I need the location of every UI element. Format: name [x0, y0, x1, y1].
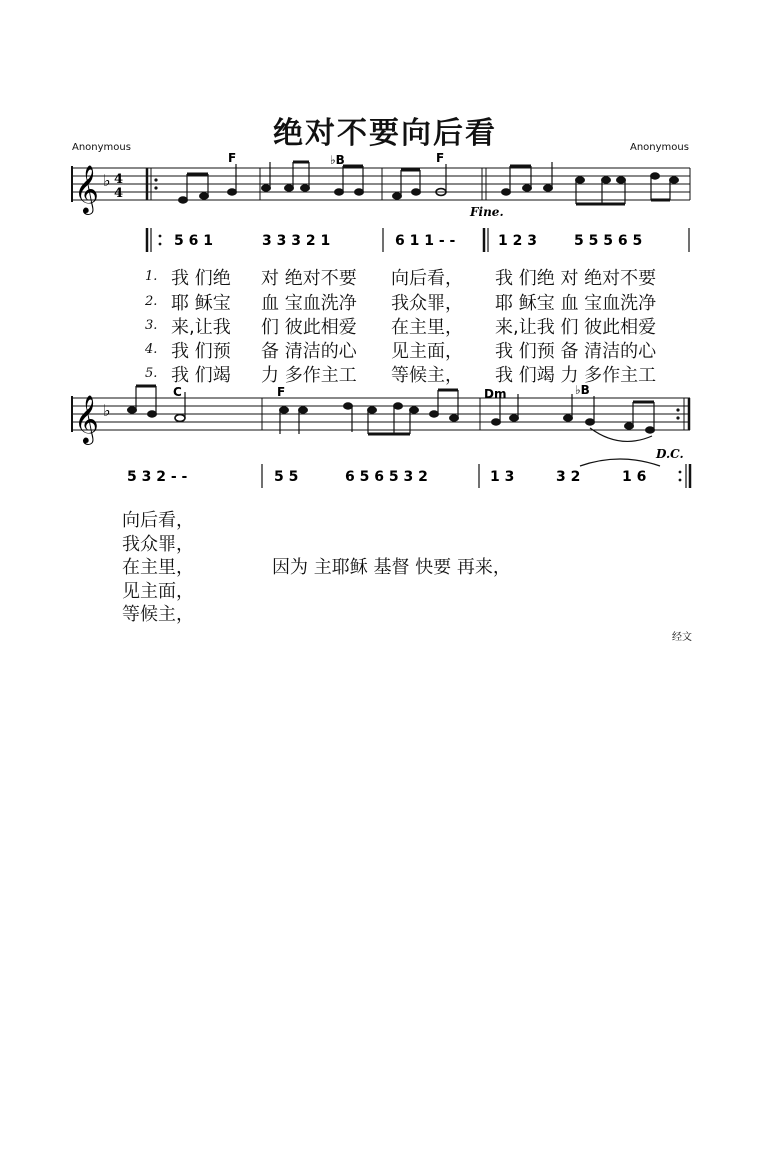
staff-1 — [72, 166, 690, 202]
chord-dm: Dm — [484, 387, 507, 401]
jianpu-m9: 1 3 — [490, 469, 515, 485]
verse-number: 4. — [145, 342, 158, 357]
chord-f-2: F — [436, 151, 445, 165]
chord-f-3: F — [277, 385, 286, 399]
tail-lyric-5: 等候主， — [122, 604, 194, 625]
verse-5 — [145, 361, 657, 386]
jianpu-m10: 3 2 — [556, 469, 581, 485]
verse-3 — [145, 313, 657, 338]
verse-seg-b: 血 宝血洗净 — [261, 293, 357, 314]
verse-seg-a: 耶 稣宝 — [171, 293, 231, 314]
jianpu-m8: 6 5 6 5 3 2 — [345, 469, 428, 485]
staff-2 — [72, 396, 690, 432]
jianpu-m6: 5 3 2 - - — [127, 469, 188, 485]
jianpu-m7: 5 5 — [274, 469, 299, 485]
time-signature-top: 4 — [114, 172, 124, 187]
tail-lyric-4: 见主面， — [122, 581, 194, 602]
verse-4 — [145, 337, 657, 362]
verse-number: 3. — [145, 318, 158, 333]
verse-seg-d: 耶 稣宝 血 宝血洗净 — [495, 293, 657, 314]
lyricist-credit: Anonymous — [630, 142, 689, 153]
verse-seg-d: 我 们绝 对 绝对不要 — [495, 268, 657, 289]
jianpu-m4: 1 2 3 — [498, 233, 537, 249]
verse-seg-d: 我 们预 备 清洁的心 — [495, 341, 657, 362]
treble-clef-icon-2: 𝄞 — [74, 394, 99, 443]
jianpu-m3: 6 1 1 - - — [395, 233, 456, 249]
chord-f-1: F — [228, 151, 237, 165]
verse-seg-b: 们 彼此相爱 — [261, 317, 357, 338]
notes-line-1 — [179, 173, 679, 203]
composer-credit: Anonymous — [72, 142, 131, 153]
dc-mark: D.C. — [656, 447, 684, 461]
verse-seg-c: 见主面， — [391, 341, 463, 362]
tail-lyric-2: 我众罪， — [122, 534, 194, 555]
verse-number: 1. — [145, 269, 158, 284]
flat-key-icon: ♭ — [103, 171, 111, 190]
verse-seg-d: 我 们竭 力 多作主工 — [495, 365, 657, 386]
verse-number: 2. — [145, 294, 158, 309]
jianpu-m2: 3 3 3 2 1 — [262, 233, 331, 249]
verse-seg-c: 向后看， — [391, 268, 463, 289]
verse-number: 5. — [145, 366, 158, 381]
jianpu-m1: 5 6 1 — [174, 233, 213, 249]
verse-seg-c: 等候主， — [391, 365, 463, 386]
time-signature-bottom: 4 — [114, 186, 124, 201]
treble-clef-icon: 𝄞 — [74, 164, 99, 213]
tail-lyric-3: 在主里， — [122, 557, 194, 578]
jianpu-m11: 1 6 — [622, 469, 647, 485]
tail-lyric-1: 向后看， — [122, 510, 194, 531]
verse-seg-c: 在主里， — [391, 317, 463, 338]
verse-seg-a: 我 们预 — [171, 341, 231, 362]
chord-bflat-1: ♭B — [330, 153, 345, 167]
verse-1 — [145, 264, 657, 289]
verse-seg-d: 来,让我 们 彼此相爱 — [495, 317, 657, 338]
chord-bflat-2: ♭B — [575, 383, 590, 397]
fine-mark: Fine. — [470, 205, 504, 219]
verse-seg-a: 我 们竭 — [171, 365, 231, 386]
chord-c: C — [173, 385, 182, 399]
refrain-lyric: 因为 主耶稣 基督 快要 再来， — [272, 557, 511, 578]
notes-line-2 — [128, 403, 655, 433]
verse-seg-a: 来,让我 — [171, 317, 231, 338]
footer-note: 经文 — [672, 632, 692, 643]
jianpu-m5: 5 5 5 6 5 — [574, 233, 643, 249]
verse-seg-b: 力 多作主工 — [261, 365, 357, 386]
verse-2 — [145, 289, 657, 314]
verse-seg-b: 备 清洁的心 — [261, 341, 357, 362]
verse-seg-c: 我众罪， — [391, 293, 463, 314]
verse-seg-b: 对 绝对不要 — [261, 268, 357, 289]
song-title: 绝对不要向后看 — [273, 116, 497, 151]
verse-seg-a: 我 们绝 — [171, 268, 231, 289]
flat-key-icon-2: ♭ — [103, 401, 111, 420]
